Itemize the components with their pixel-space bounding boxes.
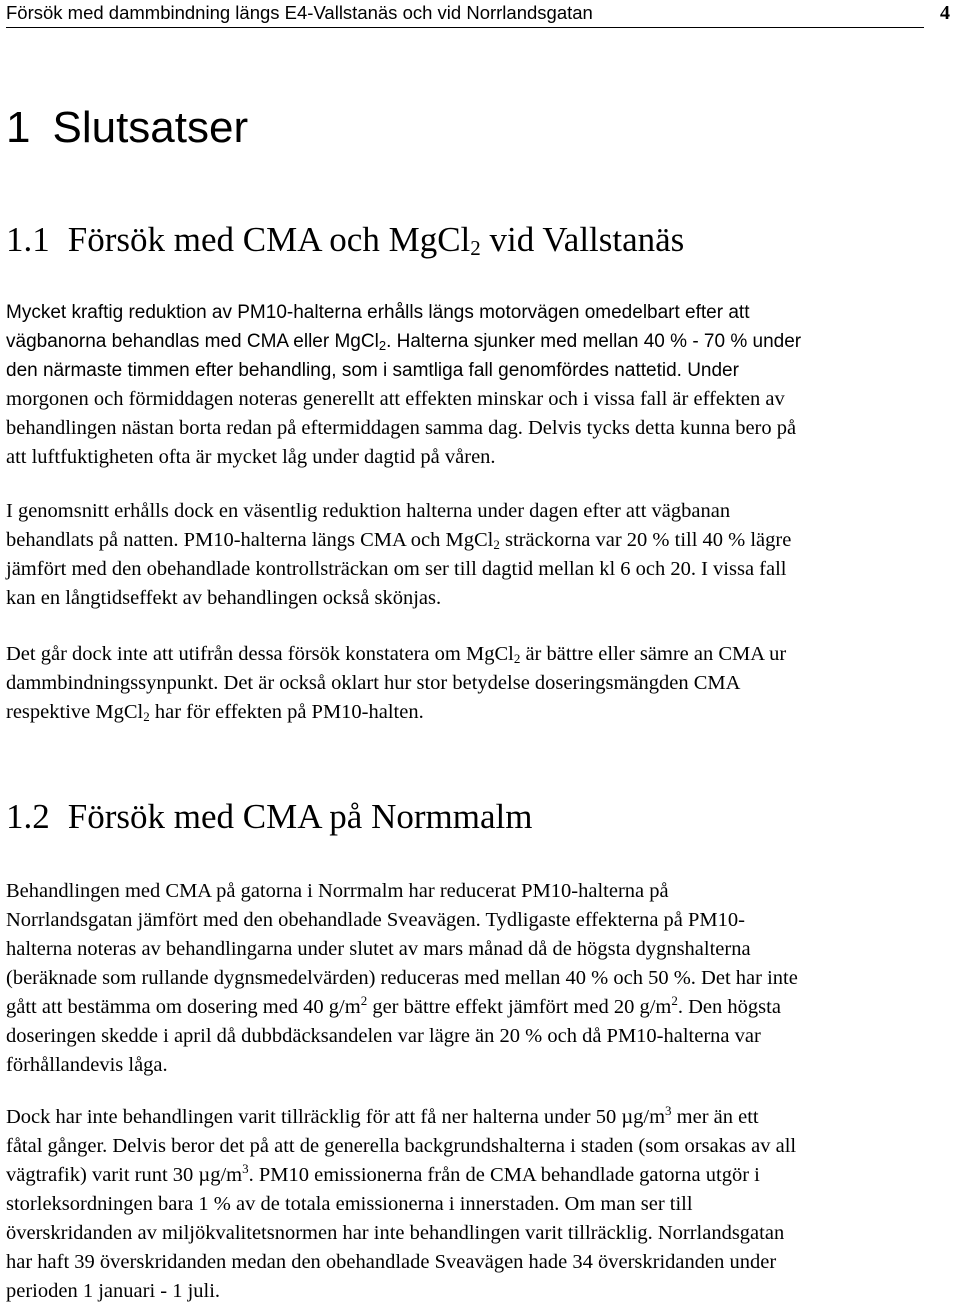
running-header [6, 2, 956, 28]
text-line: perioden 1 januari - 1 juli. [6, 1280, 221, 1302]
header-title: Försök med dammbindning längs E4-Vallstanäs och vid Norrlandsgatan [6, 2, 593, 23]
text-line [6, 356, 960, 385]
text-line: morgonen och förmiddagen noteras generellt att effekten minskar och i vissa fall är effekten av [6, 388, 785, 410]
superscript: 2 [671, 993, 678, 1008]
text-run: . PM10 emissionerna från de CMA behandlade gatorna utgör i [248, 1164, 760, 1186]
subscript: 2 [143, 709, 150, 724]
page-number: 4 [940, 2, 950, 24]
text-line: I genomsnitt erhålls dock en väsentlig reduktion halterna under dagen efter att vägbanan [6, 500, 731, 522]
text-line: (beräknade som rullande dygnsmedelvärden) reduceras med mellan 40 % och 50 %. Det har inte [6, 967, 798, 989]
text-run: gått att bestämma om dosering med 40 g/m [6, 996, 361, 1018]
text-line: att luftfuktigheten ofta är mycket låg under dagtid på våren. [6, 446, 496, 468]
text-line [6, 1103, 960, 1132]
text-line: behandlingen nästan borta redan på eftermiddagen samma dag. Delvis tycks detta kunna bero på [6, 417, 797, 439]
text-line: förhållandevis låga. [6, 1054, 168, 1076]
section-number: 1 [6, 103, 31, 152]
section-heading [6, 103, 249, 152]
text-run: sträckorna var 20 % till 40 % lägre [499, 529, 792, 551]
superscript: 3 [665, 1103, 672, 1118]
text-line: Behandlingen med CMA på gatorna i Norrmalm har reducerat PM10-halterna på [6, 880, 669, 902]
subscript: 2 [493, 537, 500, 552]
text-run: ger bättre effekt jämfört med 20 g/m [367, 996, 672, 1018]
text-line [6, 1161, 960, 1190]
paragraph-3 [6, 640, 960, 727]
paragraph-2 [6, 497, 960, 613]
text-run: Under [681, 360, 739, 381]
text-run: respektive MgCl [6, 701, 144, 723]
subscript: 2 [513, 651, 521, 666]
subsection-title-part: Försök med CMA och MgCl [67, 220, 471, 259]
text-line [6, 993, 960, 1022]
text-line [6, 526, 960, 555]
subsection-title-part: vid Vallstanäs [480, 220, 685, 259]
text-run: har för effekten på PM10-halten. [149, 701, 424, 723]
text-line: kan en långtidseffekt av behandlingen också skönjas. [6, 587, 442, 609]
text-line: överskridanden av miljökvalitetsnormen har inte behandlingen varit tillräcklig. Norrlandsgatan [6, 1222, 785, 1244]
paragraph-1 [6, 298, 960, 472]
text-run: mer än ett [671, 1106, 759, 1128]
subscript: 2 [378, 338, 387, 353]
paragraph-5 [6, 1103, 960, 1306]
text-line: dammbindningssynpunkt. Det är också oklart hur stor betydelse doseringsmängden CMA [6, 672, 741, 694]
paragraph-4 [6, 877, 960, 1080]
text-run: Det går dock inte att utifrån dessa försök konstatera om MgCl [6, 643, 514, 665]
text-line: halterna noteras av behandlingarna under slutet av mars månad då de högsta dygnshalterna [6, 938, 751, 960]
text-run: vägtrafik) varit runt 30 µg/m [6, 1164, 243, 1186]
subsection-heading-1-2 [6, 799, 532, 834]
text-line [6, 640, 960, 669]
text-line: Mycket kraftig reduktion av PM10-halterna erhålls längs motorvägen omedelbart efter att [6, 302, 750, 323]
header-rule [6, 27, 924, 28]
subsection-number: 1.1 [6, 220, 50, 259]
subscript: 2 [470, 236, 481, 260]
text-run: . Halterna sjunker med mellan 40 % - 70 % under [386, 331, 802, 352]
text-run: den närmaste timmen efter behandling, som i samtliga fall genomfördes nattetid. [6, 360, 682, 381]
text-line [6, 327, 960, 356]
text-line [6, 698, 960, 727]
text-line: jämfört med den obehandlade kontrollsträckan om ser till dagtid mellan kl 6 och 20. I vissa fall [6, 558, 787, 580]
text-line: storleksordningen bara 1 % av de totala emissionerna i innerstaden. Om man ser till [6, 1193, 693, 1215]
text-line: doseringen skedde i april då dubbdäcksandelen var lägre än 20 % och då PM10-halterna var [6, 1025, 761, 1047]
text-run: . Den högsta [677, 996, 781, 1018]
section-title: Slutsatser [52, 103, 249, 152]
subsection-heading-1-1 [6, 220, 685, 260]
text-line: fåtal gånger. Delvis beror det på att de generella backgrundshalterna i staden (som orsakas av all [6, 1135, 797, 1157]
superscript: 2 [360, 993, 368, 1008]
text-run: behandlats på natten. PM10-halterna längs CMA och MgCl [6, 529, 494, 551]
text-run: Dock har inte behandlingen varit tillräcklig för att få ner halterna under 50 µg/m [6, 1106, 666, 1128]
superscript: 3 [242, 1161, 249, 1176]
subsection-title: Försök med CMA på Normmalm [67, 797, 533, 836]
text-line: har haft 39 överskridanden medan den obehandlade Sveavägen hade 34 överskridanden under [6, 1251, 777, 1273]
text-run: är bättre eller sämre an CMA ur [520, 643, 787, 665]
subsection-number: 1.2 [6, 797, 50, 836]
text-run: vägbanorna behandlas med CMA eller MgCl [6, 331, 379, 352]
text-line: Norrlandsgatan jämfört med den obehandlade Sveavägen. Tydligaste effekterna på PM10- [6, 909, 745, 931]
